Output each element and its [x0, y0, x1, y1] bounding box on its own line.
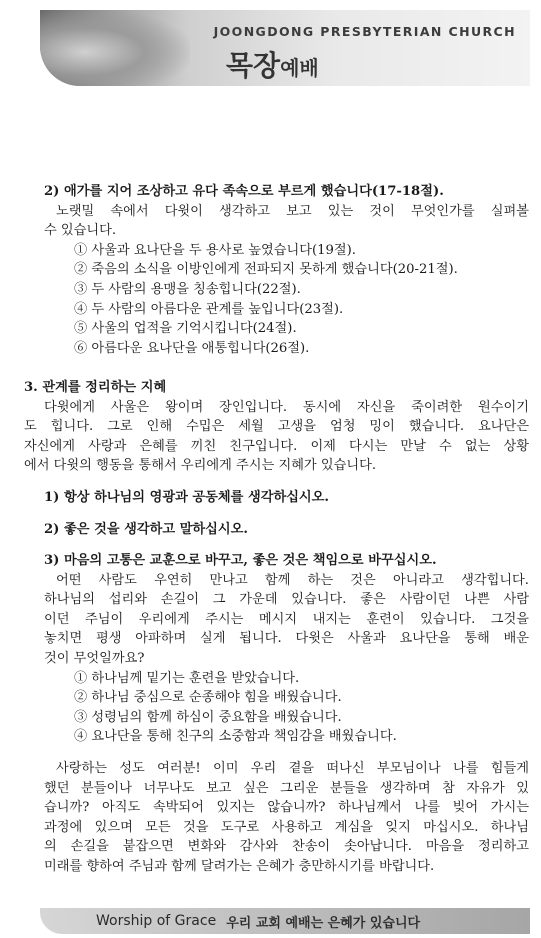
list-item: ⑥ 아름다운 요나단을 애통힙니다(26절). [74, 340, 310, 356]
paragraph-line: 자신에게 사랑과 은혜를 끼친 친구입니다. 이제 다시는 만날 수 없는 상황 [24, 438, 529, 454]
paragraph-line: 수 있습니다. [44, 223, 117, 239]
footer-korean: 우리 교회 예배는 은혜가 있습니다 [226, 915, 421, 931]
paragraph-line: 이던 주님이 우리에게 주시는 메시지 내지는 훈련이 있습니다. 그것을 [44, 611, 529, 627]
footer-english: Worship of Grace [96, 913, 217, 929]
closing-line: 습니까? 아직도 속박되어 있지는 않습니까? 하나님께서 나를 빚어 가시는 [44, 800, 529, 816]
closing-line: 과정에 있으며 모든 것을 도구로 사용하고 계심을 잊지 마십시오. 하나님 [44, 819, 529, 835]
closing-line: 사랑하는 성도 여러분! 이미 우리 곁을 떠나신 부모님이나 나를 힘들게 [56, 761, 529, 777]
point-heading-1: 1) 항상 하나님의 영광과 공동체를 생각하십시오. [44, 489, 330, 505]
paragraph-line: 하나님의 섭리와 손길이 그 가운데 있습니다. 좋은 사람이던 나쁜 사람 [44, 592, 529, 608]
paragraph-line: 놓치면 평생 아파하며 실게 됩니다. 다윗은 사울과 요나단을 통해 배운 [44, 631, 529, 647]
paragraph-line: 에서 다윗의 행동을 통해서 우리에게 주시는 지혜가 있습니다. [24, 458, 377, 474]
praying-hands-image [40, 10, 190, 86]
paragraph-line: 노랫밀 속에서 다윗이 생각하고 보고 있는 것이 무엇인가를 실펴볼 [56, 203, 529, 219]
paragraph-line: 어떤 사람도 우연히 만나고 함께 하는 것은 아니라고 생각힙니다. [56, 572, 529, 588]
list-item: ② 죽음의 소식을 이방인에게 전파되지 못하게 했습니다(20-21절). [74, 262, 458, 278]
point-heading-3: 3) 마음의 고통은 교훈으로 바꾸고, 좋은 것은 책임으로 바꾸십시오. [44, 553, 437, 569]
section-heading-3: 3. 관계를 정리하는 지혜 [24, 379, 167, 395]
list-item: ⑤ 사울의 업적을 기억시킵니다(24절). [74, 321, 297, 337]
title-sub: 예배 [280, 56, 319, 80]
title-main: 목장 [226, 49, 281, 82]
header-banner [40, 10, 530, 86]
paragraph-line: 도 힙니다. 그로 인해 수밉은 세월 고생을 엄청 밍이 했습니다. 요나단은 [24, 419, 529, 435]
closing-line: 미래를 향하여 주님과 함께 달려가는 은혜가 충만하시기를 바랍니다. [44, 859, 435, 874]
sermon-content [24, 182, 529, 877]
closing-line: 의 손길을 붙잡으면 변화와 감사와 찬송이 솟아납니다. 마음을 정리하고 [44, 839, 529, 855]
footer-banner [40, 908, 530, 934]
list-item: ③ 성령님의 함께 하심이 중요함을 배웠습니다. [74, 709, 342, 725]
closing-line: 했던 분들이나 너무나도 보고 싶은 그리운 분들을 생각하며 참 자유가 있 [44, 780, 529, 796]
list-item: ④ 두 사람의 아름다운 관계를 높입니다(23절). [74, 301, 344, 317]
list-item: ③ 두 사람의 용맹을 칭송힙니다(22절). [74, 281, 301, 297]
church-name: JOONGDONG PRESBYTERIAN CHURCH [213, 24, 516, 39]
list-item: ① 하나님께 밑기는 훈련을 받았습니다. [74, 670, 300, 686]
list-item: ① 사울과 요나단을 두 용사로 높였습니다(19절). [74, 242, 356, 258]
list-item: ② 하나님 중심으로 순종해야 힘을 배웠습니다. [74, 690, 342, 706]
point-heading-2: 2) 좋은 것을 생각하고 말하십시오. [44, 521, 248, 537]
section-heading-2-2: 2) 애가를 지어 조상하고 유다 족속으로 부르게 했습니다(17-18절). [44, 184, 444, 199]
paragraph-line: 것이 무엇일까요? [44, 651, 145, 667]
list-item: ④ 요나단을 통해 친구의 소중함과 책임감을 배웠습니다. [74, 729, 397, 745]
page-title [226, 44, 319, 84]
paragraph-line: 다윗에게 사울은 왕이며 장인입니다. 동시에 자신을 죽이려한 원수이기 [44, 399, 529, 415]
